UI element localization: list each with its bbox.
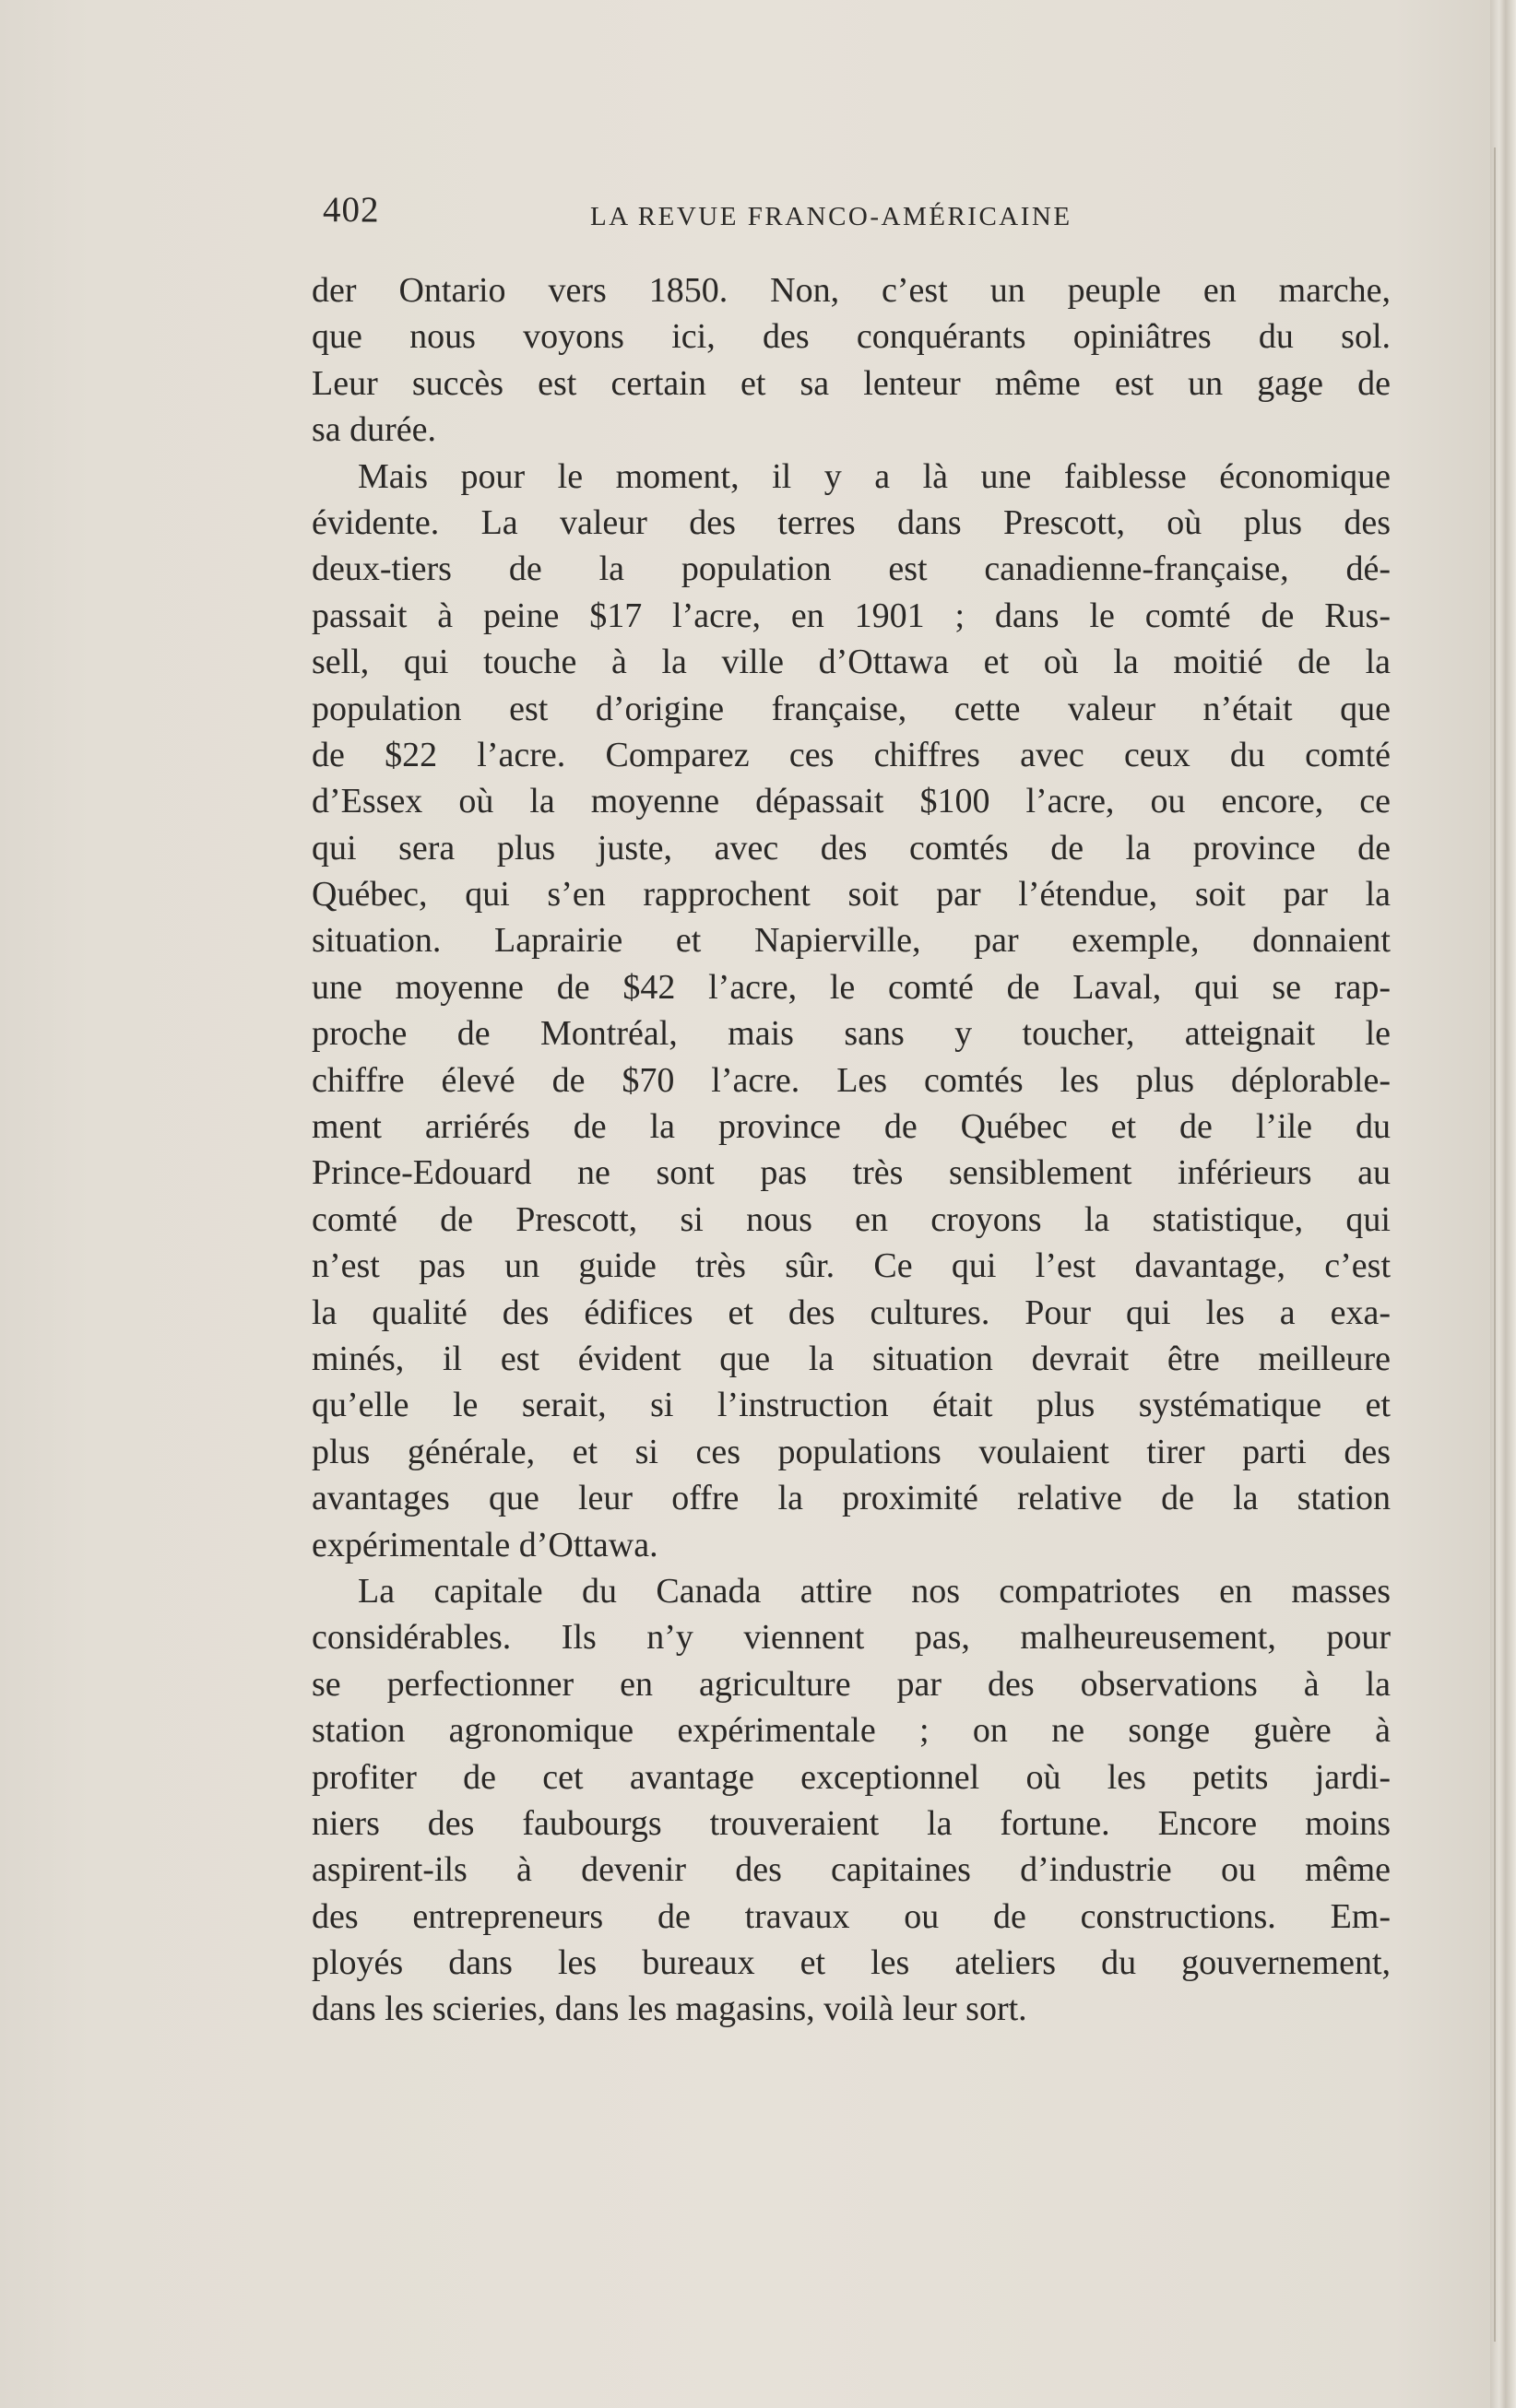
text-line: de $22 l’acre. Comparez ces chiffres avec ceux du comté xyxy=(312,735,1391,774)
text-line: que nous voyons ici, des conquérants opiniâtres du sol. xyxy=(312,317,1391,357)
text-line: ment arriérés de la province de Québec et de l’ile du xyxy=(312,1107,1391,1147)
text-line: station agronomique expérimentale ; on ne songe guère à xyxy=(312,1711,1391,1751)
text-line: avantages que leur offre la proximité relative de la station xyxy=(312,1479,1391,1518)
paragraph-end-line: expérimentale d’Ottawa. xyxy=(312,1525,658,1564)
body-text xyxy=(312,267,1391,2033)
paragraph-start-line: Mais pour le moment, il y a là une faiblesse économique xyxy=(358,456,1391,496)
text-line: ployés dans les bureaux et les ateliers du gouvernement, xyxy=(312,1943,1391,1983)
text-line: chiffre élevé de $70 l’acre. Les comtés les plus déplorable- xyxy=(312,1060,1391,1100)
text-line: passait à peine $17 l’acre, en 1901 ; dans le comté de Rus- xyxy=(312,596,1391,635)
text-line: Québec, qui s’en rapprochent soit par l’étendue, soit par la xyxy=(312,875,1391,915)
text-line: Prince-Edouard ne sont pas très sensiblement inférieurs au xyxy=(312,1153,1391,1193)
page-number: 402 xyxy=(323,190,380,230)
text-line: deux-tiers de la population est canadienne-française, dé- xyxy=(312,549,1391,589)
text-line: n’est pas un guide très sûr. Ce qui l’est davantage, c’est xyxy=(312,1246,1391,1286)
text-line: Leur succès est certain et sa lenteur même est un gage de xyxy=(312,363,1391,403)
text-line: des entrepreneurs de travaux ou de constructions. Em- xyxy=(312,1896,1391,1936)
page-edge-line xyxy=(1494,148,1496,2342)
text-line: une moyenne de $42 l’acre, le comté de Laval, qui se rap- xyxy=(312,967,1391,1007)
paragraph-start-line: La capitale du Canada attire nos compatriotes en masses xyxy=(358,1571,1391,1611)
text-line: se perfectionner en agriculture par des observations à la xyxy=(312,1664,1391,1704)
text-line: profiter de cet avantage exceptionnel où les petits jardi- xyxy=(312,1757,1391,1797)
running-title: LA REVUE FRANCO-AMÉRICAINE xyxy=(590,202,1072,231)
text-line: situation. Laprairie et Napierville, par exemple, donnaient xyxy=(312,921,1391,961)
paragraph-end-line: dans les scieries, dans les magasins, voilà leur sort. xyxy=(312,1989,1027,2029)
text-line: qui sera plus juste, avec des comtés de la province de xyxy=(312,828,1391,868)
text-line: sell, qui touche à la ville d’Ottawa et où la moitié de la xyxy=(312,643,1391,682)
text-line: considérables. Ils n’y viennent pas, malheureusement, pour xyxy=(312,1618,1391,1658)
text-line: minés, il est évident que la situation devrait être meilleure xyxy=(312,1339,1391,1378)
text-line: population est d’origine française, cette valeur n’était que xyxy=(312,689,1391,728)
text-line: aspirent-ils à devenir des capitaines d’industrie ou même xyxy=(312,1850,1391,1890)
text-line: qu’elle le serait, si l’instruction était plus systématique et xyxy=(312,1386,1391,1425)
text-line: d’Essex où la moyenne dépassait $100 l’acre, ou encore, ce xyxy=(312,782,1391,821)
text-line: der Ontario vers 1850. Non, c’est un peuple en marche, xyxy=(312,271,1391,310)
text-line: niers des faubourgs trouveraient la fortune. Encore moins xyxy=(312,1803,1391,1843)
text-line: comté de Prescott, si nous en croyons la statistique, qui xyxy=(312,1199,1391,1239)
paragraph-end-line: sa durée. xyxy=(312,410,437,450)
text-line: évidente. La valeur des terres dans Prescott, où plus des xyxy=(312,502,1391,542)
text-line: plus générale, et si ces populations voulaient tirer parti des xyxy=(312,1432,1391,1471)
text-line: proche de Montréal, mais sans y toucher, atteignait le xyxy=(312,1014,1391,1054)
running-head xyxy=(323,189,1116,244)
text-line: la qualité des édifices et des cultures. Pour qui les a exa- xyxy=(312,1293,1391,1332)
